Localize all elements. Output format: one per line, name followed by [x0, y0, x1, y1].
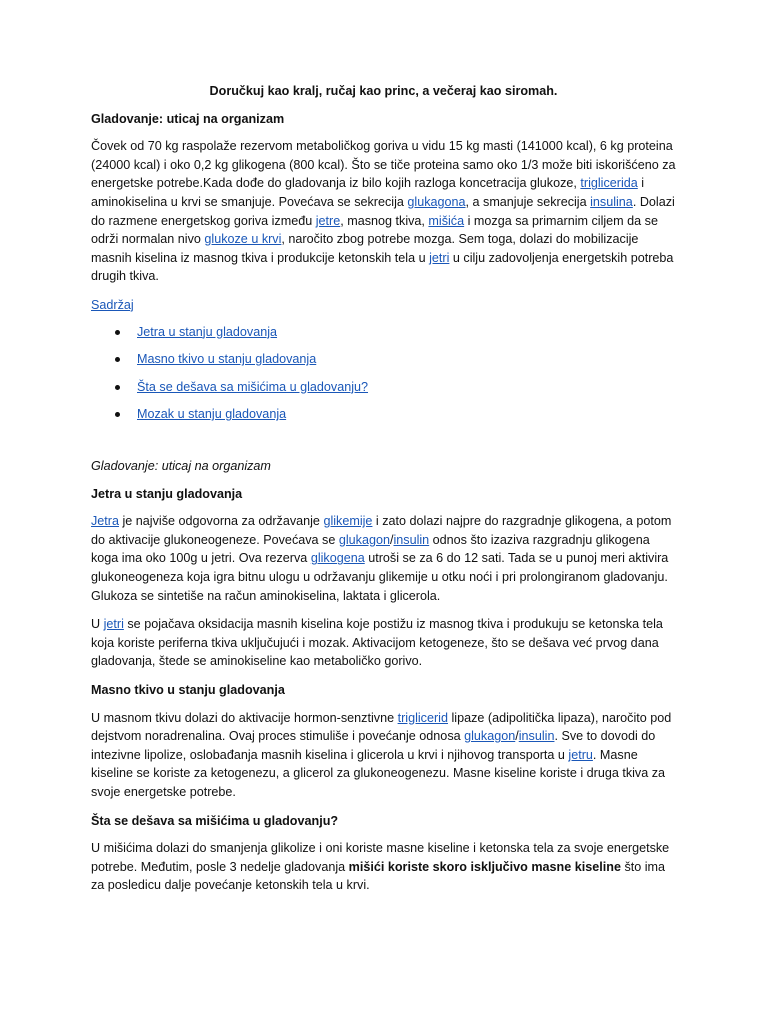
link-jetri[interactable]: jetri — [103, 617, 124, 632]
toc-item — [91, 405, 676, 423]
link-jetri[interactable]: jetri — [429, 250, 450, 265]
text: U — [91, 617, 104, 632]
text: . Dolazi do razmene energetskog goriva između — [91, 194, 675, 228]
link-glikemije[interactable]: glikemije — [323, 514, 373, 529]
text: / — [389, 532, 394, 547]
text: utroši se za 6 do 12 sati. Tada se u punoj meri aktivira glukoneogeneza koja igra bitnu ulogu u održavanju glikemije u otku noći i pri prolongiranom gladovanju. Glukoza se sintetiše na račun aminokiselina, laktata i glicerola. — [91, 551, 669, 603]
heading-misici: Šta se dešava sa mišićima u gladovanju? — [91, 813, 339, 828]
heading-jetra: Jetra u stanju gladovanja — [91, 486, 243, 501]
bullet-icon — [115, 385, 120, 390]
toc-item — [91, 378, 676, 396]
link-glukagon[interactable]: glukagon — [464, 729, 516, 744]
text: , naročito zbog potrebe mozga. Sem toga, dolazi do mobilizacije masnih kiselina iz masnog tkiva i produkcije ketonskih tela u — [91, 232, 639, 265]
link-glukoze-u-krvi[interactable]: glukoze u krvi — [204, 232, 282, 247]
link-jetru[interactable]: jetru — [568, 747, 593, 762]
link-insulin[interactable]: insulin — [393, 532, 430, 547]
link-misica[interactable]: mišića — [428, 213, 465, 228]
text: / — [515, 729, 519, 744]
text: U masnom tkivu dolazi do aktivacije hormon-senztivne — [91, 710, 398, 725]
toc-item — [91, 350, 676, 368]
bold-text: mišići koriste skoro isključivo masne kiseline — [348, 859, 621, 874]
toc-title-row — [91, 296, 676, 315]
link-triglicerida[interactable]: triglicerida — [580, 176, 638, 191]
text: i mozga sa primarnim ciljem da se održi normalan nivo — [91, 213, 658, 247]
text: je najviše odgovorna za održavanje — [119, 514, 324, 529]
bullet-icon — [115, 357, 120, 362]
masno-paragraph — [91, 709, 676, 802]
toc-item — [91, 323, 676, 341]
text: i aminokiselina u krvi se smanjuje. Povećava se sekrecija — [91, 176, 645, 209]
text: . Sve to dovodi do intezivne lipolize, oslobađanja masnih kiselina i glicerola u krvi i njihovog transporta u — [91, 729, 656, 762]
toc-link-jetra[interactable]: Jetra u stanju gladovanja — [137, 324, 278, 339]
link-jetre[interactable]: jetre — [315, 213, 341, 228]
link-glukagona[interactable]: glukagona — [407, 194, 466, 209]
toc-link-mozak[interactable]: Mozak u stanju gladovanja — [137, 407, 287, 422]
jetra-paragraph-1 — [91, 512, 676, 605]
text: u cilju zadovoljenja energetskih potreba drugih tkiva. — [91, 250, 674, 284]
bullet-icon — [115, 330, 120, 335]
document-title: Doručkuj kao kralj, ručaj kao princ, a večeraj kao siromah. — [209, 84, 558, 98]
misici-paragraph — [91, 839, 676, 895]
document-content — [91, 82, 676, 905]
table-of-contents — [91, 323, 676, 424]
text: . Masne kiseline se koriste za ketogenezu, a glicerol za glukoneogenezu. Masne kiseline koriste i druga tkiva za svoje energetske potrebe. — [91, 747, 666, 799]
link-insulin[interactable]: insulin — [518, 729, 555, 744]
text: odnos što izaziva razgradnju glikogena koga ima oko 100g u jetri. Ova rezerva — [91, 532, 650, 566]
link-insulina[interactable]: insulina — [590, 194, 633, 209]
link-triglicerid[interactable]: triglicerid — [397, 710, 448, 725]
italic-heading: Gladovanje: uticaj na organizam — [91, 459, 271, 474]
heading-masno-tkivo: Masno tkivo u stanju gladovanja — [91, 682, 285, 697]
jetra-paragraph-2 — [91, 615, 676, 671]
toc-link-masno-tkivo[interactable]: Masno tkivo u stanju gladovanja — [137, 352, 317, 367]
text: Čovek od 70 kg raspolaže rezervom metaboličkog goriva u vidu 15 kg masti (141000 kcal), 6 kg proteina (24000 kcal) i oko 0,2 kg glikogena (800 kcal). Što se tiče proteina samo oko 1/3 može biti iskorišćeno za energetske potrebe.Kada dođe do gladovanja iz bilo kojih razloga koncetracija glukoze, — [91, 139, 676, 191]
toc-title-link[interactable]: Sadržaj — [91, 297, 134, 312]
link-glikogena[interactable]: glikogena — [310, 551, 365, 566]
text: što ima za posledicu dalje povećanje ketonskih tela u krvi. — [91, 859, 666, 893]
toc-link-misici[interactable]: Šta se dešava sa mišićima u gladovanju? — [137, 379, 369, 394]
link-jetra[interactable]: Jetra — [91, 514, 119, 529]
intro-paragraph — [91, 137, 676, 286]
text: lipaze (adipolitička lipaza), naročito pod dejstvom noradrenalina. Ovaj proces stimuliše i povećanje odnosa — [91, 710, 672, 744]
section-heading: Gladovanje: uticaj na organizam — [91, 111, 285, 126]
text: U mišićima dolazi do smanjenja glikolize i oni koriste masne kiseline i ketonska tela za svoje energetske potrebe. Međutim, posle 3 nedelje gladovanja — [91, 841, 670, 874]
link-glukagon[interactable]: glukagon — [338, 532, 390, 547]
text: se pojačava oksidacija masnih kiselina koje postižu iz masnog tkiva i produkuju se ketonska tela koja koriste periferna tkiva uključujući i mozak. Aktivacijom ketogeneze, što se dešava već prvog dana gladovanja, štede se aminokiseline kao metaboličko gorivo. — [91, 617, 663, 669]
text: , a smanjuje sekrecija — [465, 194, 591, 209]
text: , masnog tkiva, — [340, 213, 429, 228]
bullet-icon — [115, 412, 120, 417]
text: i zato dolazi najpre do razgradnje glikogena, a potom do aktivacije glukoneogeneze. Povećava se — [91, 514, 672, 547]
